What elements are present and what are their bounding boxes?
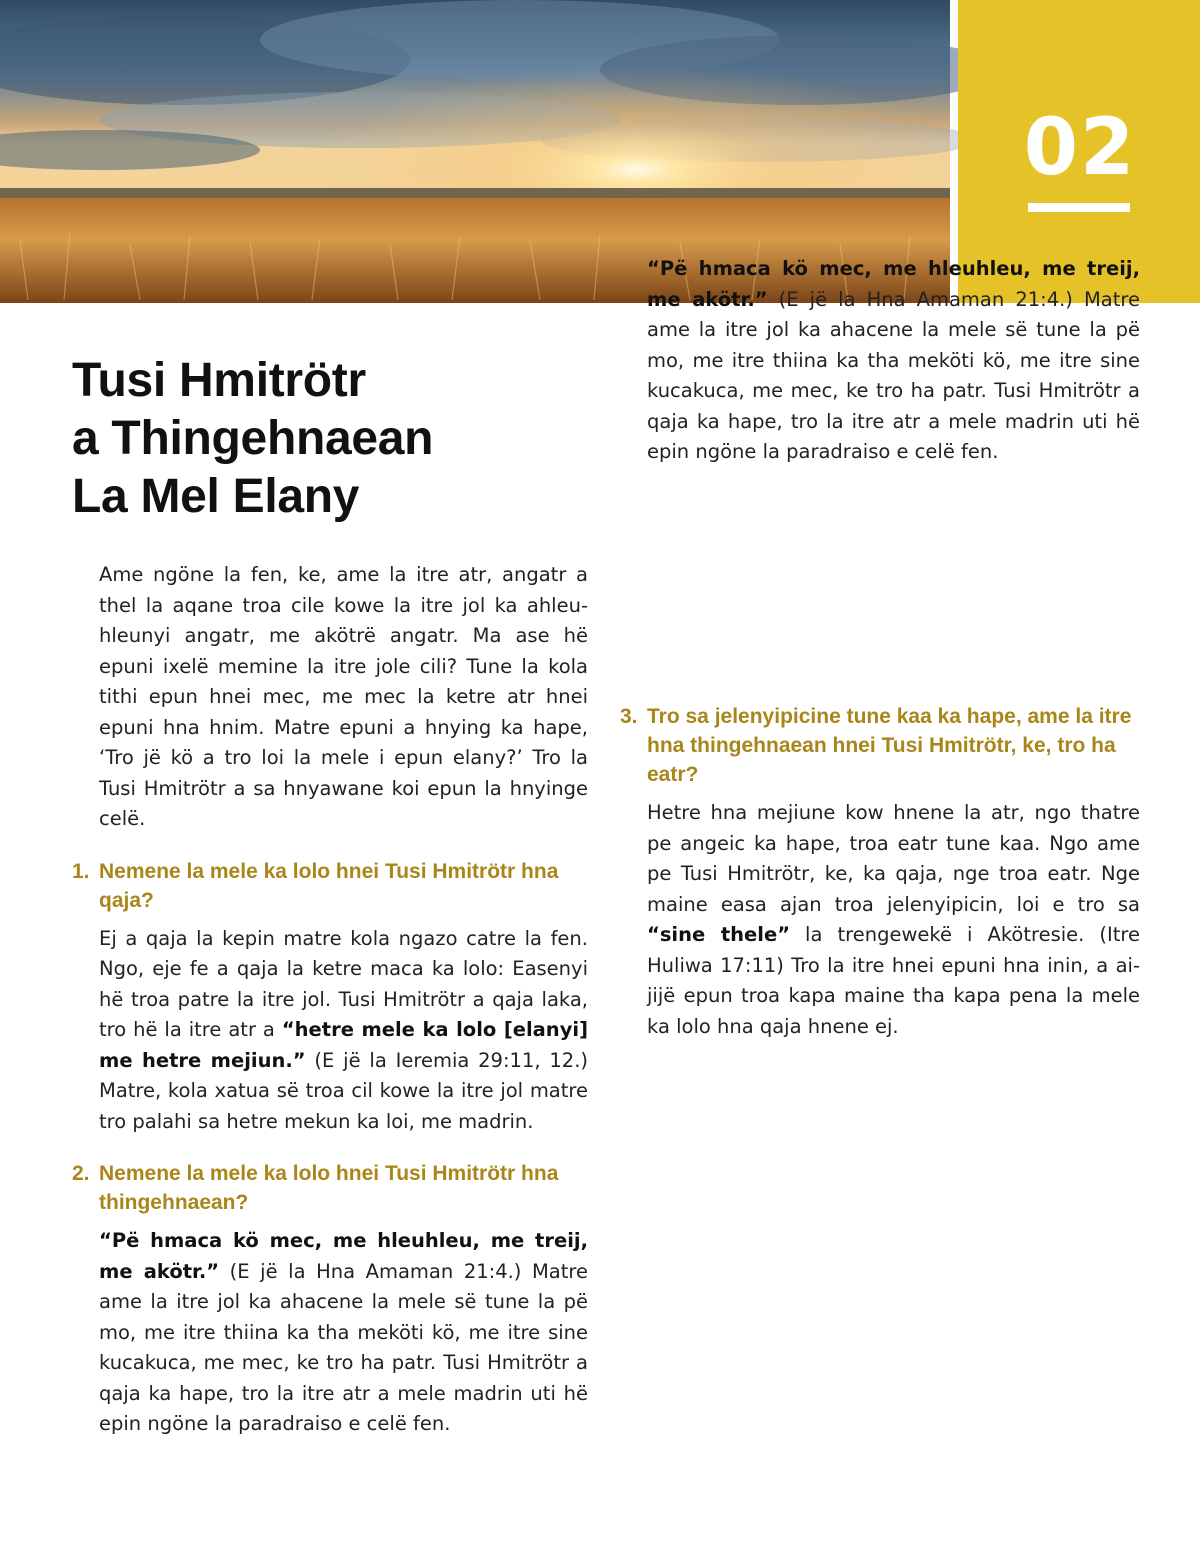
title-line-3: La Mel Elany	[72, 470, 360, 523]
scripture-quote: “hetre mele ka lolo [elanyi] me hetre mejiun.”	[99, 1018, 589, 1072]
question-number: 3.	[620, 705, 638, 728]
answer-text: (E jë la Hna Amaman 21:4.) Matre ame la itre jol ka ahacene la mele së tune la pë mo, me itre thiina ka tha meköti kö, me itre sine kucakuca, me mec, ke tro ha patr. Tusi Hmitrötr a qaja ka hape, tro la itre atr a mele madrin uti hë epin ngöne la paradraiso e celë fen.	[99, 1259, 588, 1435]
lesson-number-underline	[1028, 203, 1130, 212]
page-title	[72, 352, 433, 526]
question-text: Tro sa jelenyipicine tune kaa ka hape, ame la itre hna thingehnaean hnei Tusi Hmitrötr, ke, tro ha eatr?	[647, 705, 1132, 786]
question-1	[72, 857, 588, 915]
question-2	[72, 1159, 588, 1217]
scripture-quote: “sine thele”	[647, 923, 791, 946]
title-line-2: a Thingehnaean	[72, 412, 434, 465]
answer-text: Ej a qaja la kepin matre kola ngazo catre la fen. Ngo, eje fe a qaja la ketre maca ka lolo: Easenyi hë troa patre la itre jol. Tusi Hmitrötr a qaja laka, tro hë la itre atr a	[99, 926, 588, 1041]
answer-2	[72, 1226, 588, 1440]
question-3	[620, 702, 1140, 789]
question-text: Nemene la mele ka lolo hnei Tusi Hmitrötr hna thingehnaean?	[99, 1162, 559, 1214]
title-line-1: Tusi Hmitrötr	[72, 354, 366, 407]
lesson-number: 02	[1023, 103, 1137, 193]
answer-text: Hetre hna mejiune kow hnene la atr, ngo thatre pe angeic ka hape, troa eatr tune kaa. Ngo ame pe Tusi Hmitrötr, ke, ka qaja, nge troa eatr. Nge maine easa ajan troa jelenyipicin, loi e tro sa	[647, 801, 1140, 916]
answer-1	[72, 924, 588, 1138]
answer-text: la trengewekë i Akötresie. (Itre Huliwa 17:11) Tro la itre hnei epuni hna inin, a aijijë epun troa kapa maine tha kapa pena la mele ka lolo hna qaja hnene ej.	[647, 923, 1140, 1038]
answer-2-continued-text	[620, 254, 1140, 468]
left-column	[72, 560, 588, 1532]
question-text: Nemene la mele ka lolo hnei Tusi Hmitrötr hna qaja?	[99, 859, 559, 912]
intro-paragraph: Ame ngöne la fen, ke, ame la itre atr, angatr a thel la aqane troa cile kowe la itre jol ka ahleuhleunyi angatr, me akötrë angatr. Ma ase hë epuni ixelë memine la itre jole cili? Tune la kola tithi epun hnei mec, me mec la ketre atr hnei epuni hna hnim. Matre epuni a hnying ka hape, ‘Tro jë kö a tro loi la mele i epun elany?’ Tro la Tusi Hmitrötr a sa hnyawane koi epun la hnyinge celë.	[99, 563, 588, 830]
answer-text: (E jë la Hna Amaman 21:4.) Matre ame la itre jol ka ahacene la mele së tune la pë mo, me itre thiina ka tha meköti kö, me itre sine kucakuca, me mec, ke tro ha patr. Tusi Hmitrötr a qaja ka hape, tro la itre atr a mele madrin uti hë epin ngöne la paradraiso e celë fen.	[647, 287, 1140, 463]
answer-2-overflow-box	[72, 1226, 588, 1532]
answer-2-continued	[620, 257, 1140, 650]
scripture-quote: “Pë hmaca kö mec, me hleuhleu, me treij, me akötr.”	[647, 257, 1140, 311]
scripture-quote: “Pë hmaca kö mec, me hleuhleu, me treij, me akötr.”	[99, 1229, 588, 1283]
answer-text: (E jë la Ieremia 29:11, 12.) Matre, kola xatua së troa cil kowe la itre jol matre tro palahi sa hetre mekun ka loi, me madrin.	[99, 1048, 588, 1133]
question-number: 2.	[72, 1162, 90, 1185]
question-number: 1.	[72, 859, 90, 883]
right-column	[620, 257, 1140, 1042]
answer-3	[620, 798, 1140, 1042]
